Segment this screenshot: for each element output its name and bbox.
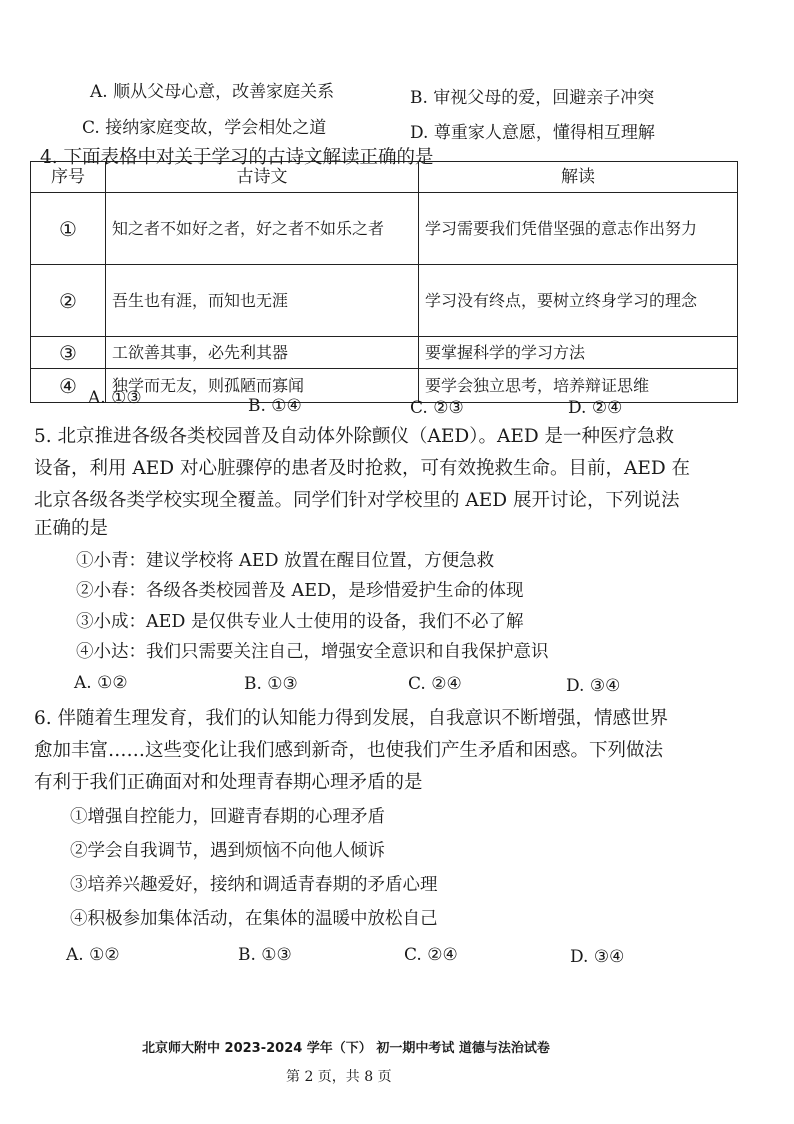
q5-item-2: ②小春：各级各类校园普及 AED，是珍惜爱护生命的体现 xyxy=(76,581,524,601)
row-number: ① xyxy=(31,193,106,265)
q6-item-3: ③培养兴趣爱好，接纳和调适青春期的矛盾心理 xyxy=(70,875,438,895)
q4-option-d: D. ②④ xyxy=(568,398,623,418)
row-poem: 知之者不如好之者，好之者不如乐之者 xyxy=(106,193,419,265)
header-number: 序号 xyxy=(31,162,106,193)
q5-option-c: C. ②④ xyxy=(408,674,462,694)
page-number: 第 2 页，共 8 页 xyxy=(286,1069,392,1085)
row-poem: 吾生也有涯，而知也无涯 xyxy=(106,265,419,337)
row-number: ③ xyxy=(31,337,106,369)
row-number: ② xyxy=(31,265,106,337)
row-number: ④ xyxy=(31,369,106,403)
q4-stem: 4. 下面表格中对关于学习的古诗文解读正确的是 xyxy=(40,147,434,168)
q6-item-2: ②学会自我调节，遇到烦恼不向他人倾诉 xyxy=(70,841,385,861)
q6-option-d: D. ③④ xyxy=(570,947,625,967)
header-poem: 古诗文 xyxy=(106,162,419,193)
q6-option-c: C. ②④ xyxy=(404,945,458,965)
q3-option-b: B. 审视父母的爱，回避亲子冲突 xyxy=(410,88,655,108)
q6-stem-line-1: 6. 伴随着生理发育，我们的认知能力得到发展，自我意识不断增强，情感世界 xyxy=(34,708,669,729)
q5-stem-line-4: 正确的是 xyxy=(34,518,109,539)
q4-option-c: C. ②③ xyxy=(410,398,464,418)
poem-table xyxy=(30,161,738,403)
row-meaning: 要掌握科学的学习方法 xyxy=(419,337,738,369)
q5-stem-line-1: 5. 北京推进各级各类校园普及自动体外除颤仪（AED）。AED 是一种医疗急救 xyxy=(34,426,675,447)
row-meaning: 学习需要我们凭借坚强的意志作出努力 xyxy=(419,193,738,265)
header-meaning: 解读 xyxy=(419,162,738,193)
table-row xyxy=(31,193,738,265)
q5-item-3: ③小成：AED 是仅供专业人士使用的设备，我们不必了解 xyxy=(76,612,524,632)
row-meaning: 学习没有终点，要树立终身学习的理念 xyxy=(419,265,738,337)
q6-item-1: ①增强自控能力，回避青春期的心理矛盾 xyxy=(70,807,385,827)
q5-item-1: ①小青：建议学校将 AED 放置在醒目位置，方便急救 xyxy=(76,551,495,571)
q6-stem-line-3: 有利于我们正确面对和处理青春期心理矛盾的是 xyxy=(34,772,423,793)
exam-title-footer: 北京师大附中 2023-2024 学年（下） 初一期中考试 道德与法治试卷 xyxy=(142,1041,550,1056)
q5-option-d: D. ③④ xyxy=(566,676,621,696)
q4-option-a: A. ①③ xyxy=(88,388,142,408)
q3-option-a: A. 顺从父母心意，改善家庭关系 xyxy=(90,82,335,102)
q5-option-a: A. ①② xyxy=(74,673,128,693)
q6-stem-line-2: 愈加丰富……这些变化让我们感到新奇，也使我们产生矛盾和困惑。下列做法 xyxy=(34,740,664,761)
q5-item-4: ④小达：我们只需要关注自己，增强安全意识和自我保护意识 xyxy=(76,642,549,662)
q5-option-b: B. ①③ xyxy=(244,674,298,694)
table-row xyxy=(31,265,738,337)
table-header-row xyxy=(31,162,738,193)
q6-option-a: A. ①② xyxy=(66,945,120,965)
row-poem: 工欲善其事，必先利其器 xyxy=(106,337,419,369)
q3-option-c: C. 接纳家庭变故，学会相处之道 xyxy=(82,118,327,138)
q6-item-4: ④积极参加集体活动，在集体的温暖中放松自己 xyxy=(70,909,438,929)
q3-option-d: D. 尊重家人意愿，懂得相互理解 xyxy=(410,123,655,143)
q6-option-b: B. ①③ xyxy=(238,945,292,965)
row-poem: 独学而无友，则孤陋而寡闻 xyxy=(106,369,419,403)
q4-option-b: B. ①④ xyxy=(248,396,302,416)
row-meaning: 要学会独立思考，培养辩证思维 xyxy=(419,369,738,403)
table-row xyxy=(31,337,738,369)
q5-stem-line-2: 设备，利用 AED 对心脏骤停的患者及时抢救，可有效挽救生命。目前，AED 在 xyxy=(34,458,691,479)
q5-stem-line-3: 北京各级各类学校实现全覆盖。同学们针对学校里的 AED 展开讨论，下列说法 xyxy=(34,490,680,511)
